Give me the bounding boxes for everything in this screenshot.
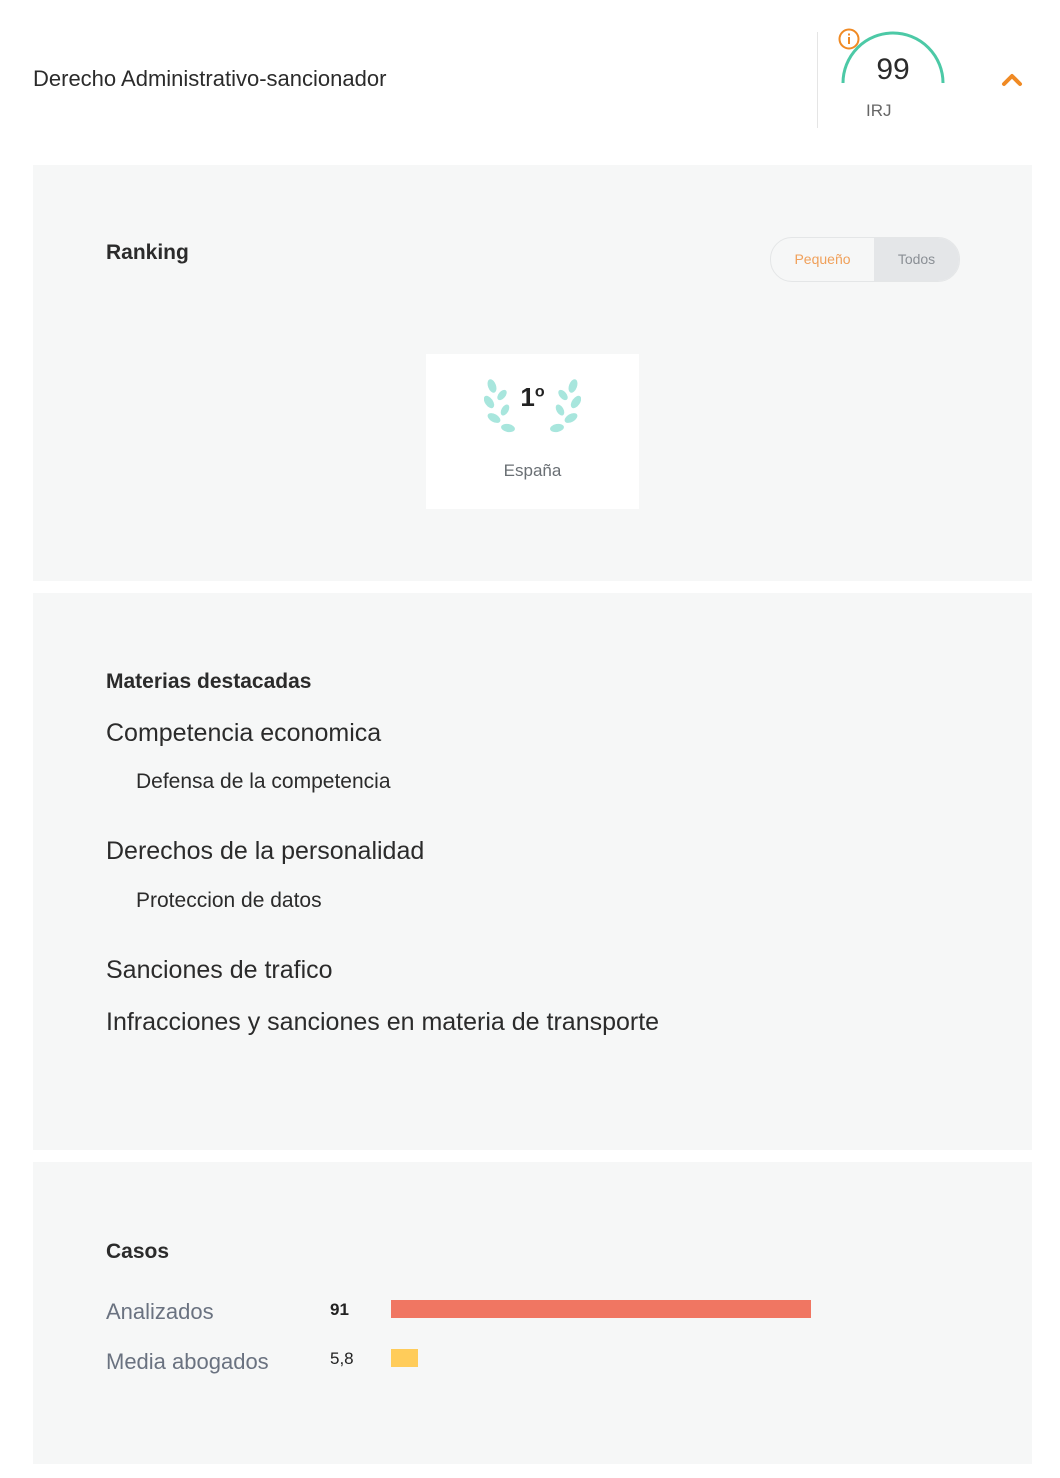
materia-item: Derechos de la personalidad [106, 837, 425, 865]
chevron-up-icon[interactable] [996, 66, 1028, 94]
materia-subitem: Proteccion de datos [136, 889, 322, 912]
irj-score-gauge [838, 28, 948, 128]
ranking-position [426, 382, 639, 413]
ranking-position-number: 1 [520, 382, 535, 412]
header-divider [817, 32, 818, 128]
materias-title: Materias destacadas [106, 670, 312, 693]
size-toggle [770, 237, 960, 282]
casos-analizados-label: Analizados [106, 1299, 214, 1324]
laurel-right-icon [547, 378, 581, 438]
ranking-country: España [503, 461, 562, 480]
media-abogados-value: 5,8 [330, 1349, 354, 1368]
irj-label: IRJ [866, 101, 892, 120]
media-abogados-bar [391, 1349, 418, 1367]
ranking-card [426, 354, 639, 509]
materia-subitem: Defensa de la competencia [136, 770, 391, 793]
casos-title: Casos [106, 1240, 170, 1263]
materia-item: Infracciones y sanciones en materia de transporte [106, 1008, 660, 1036]
info-icon[interactable] [838, 28, 860, 50]
casos-analizados-bar [391, 1300, 811, 1318]
ranking-panel [33, 165, 1032, 581]
materia-item: Competencia economica [106, 719, 382, 747]
media-abogados-label: Media abogados [106, 1349, 269, 1374]
casos-analizados-value: 91 [330, 1300, 349, 1319]
ranking-ordinal: o [534, 383, 545, 401]
area-title: Derecho Administrativo-sancionador [33, 66, 387, 91]
toggle-option-pequeno[interactable]: Pequeño [794, 251, 851, 267]
irj-score-value: 99 [876, 53, 910, 86]
materia-item: Sanciones de trafico [106, 956, 333, 984]
ranking-title: Ranking [106, 241, 189, 264]
area-header [0, 0, 1060, 150]
casos-panel [33, 1162, 1032, 1464]
toggle-option-todos[interactable]: Todos [874, 238, 959, 281]
materias-panel [33, 593, 1032, 1150]
